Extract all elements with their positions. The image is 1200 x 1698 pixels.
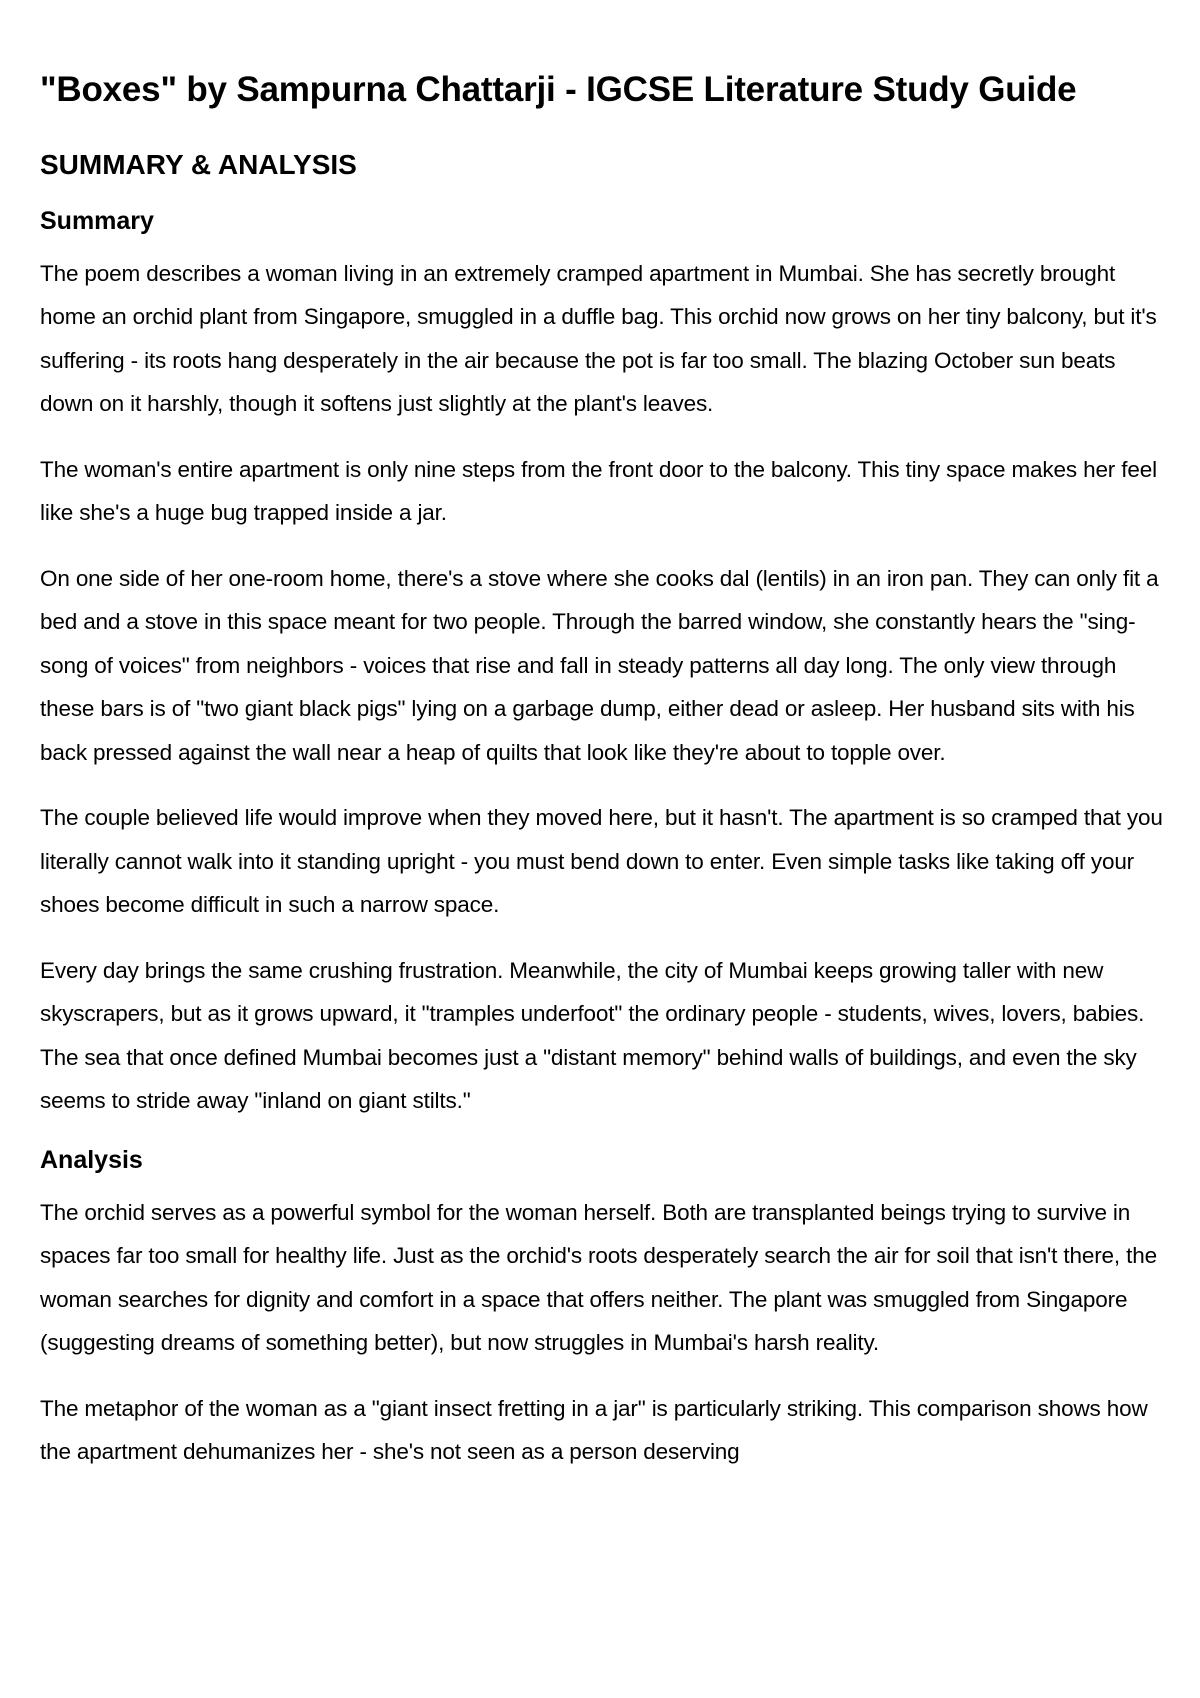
summary-paragraph: The couple believed life would improve when they moved here, but it hasn't. The apartment is so cramped that you literally cannot walk into it standing upright - you must bend down to enter. Even simple tasks like taking off your shoes become difficult in such a narrow space. bbox=[40, 805, 1163, 918]
analysis-section bbox=[40, 1145, 1172, 1474]
analysis-paragraph: The orchid serves as a powerful symbol for the woman herself. Both are transplanted beings trying to survive in spaces far too small for healthy life. Just as the orchid's roots desperately search the air for soil that isn't there, the woman searches for dignity and comfort in a space that offers neither. The plant was smuggled from Singapore (suggesting dreams of something better), but now struggles in Mumbai's harsh reality. bbox=[40, 1199, 1157, 1356]
summary-paragraph: Every day brings the same crushing frustration. Meanwhile, the city of Mumbai keeps growing taller with new skyscrapers, but as it grows upward, it "tramples underfoot" the ordinary people - students, wives, lovers, babies. The sea that once defined Mumbai becomes just a "distant memory" behind walls of buildings, and even the sky seems to stride away "inland on giant stilts." bbox=[40, 957, 1145, 1114]
document-page bbox=[40, 70, 1172, 1496]
analysis-paragraph: The metaphor of the woman as a "giant insect fretting in a jar" is particularly striking. This comparison shows how the apartment dehumanizes her - she's not seen as a person deserving bbox=[40, 1395, 1148, 1465]
summary-paragraph: The woman's entire apartment is only nine steps from the front door to the balcony. This tiny space makes her feel like she's a huge bug trapped inside a jar. bbox=[40, 456, 1157, 526]
summary-paragraph: On one side of her one-room home, there's a stove where she cooks dal (lentils) in an iron pan. They can only fit a bed and a stove in this space meant for two people. Through the barred window, she constantly hears the "sing-song of voices" from neighbors - voices that rise and fall in steady patterns all day long. The only view through these bars is of "two giant black pigs" lying on a garbage dump, either dead or asleep. Her husband sits with his back pressed against the wall near a heap of quilts that look like they're about to topple over. bbox=[40, 565, 1159, 765]
document-title: "Boxes" by Sampurna Chattarji - IGCSE Literature Study Guide bbox=[40, 70, 1077, 109]
section-heading: SUMMARY & ANALYSIS bbox=[40, 149, 357, 181]
analysis-heading: Analysis bbox=[40, 1145, 143, 1174]
summary-section bbox=[40, 206, 1172, 1123]
summary-heading: Summary bbox=[40, 206, 154, 235]
summary-paragraph: The poem describes a woman living in an extremely cramped apartment in Mumbai. She has secretly brought home an orchid plant from Singapore, smuggled in a duffle bag. This orchid now grows on her tiny balcony, but it's suffering - its roots hang desperately in the air because the pot is far too small. The blazing October sun beats down on it harshly, though it softens just slightly at the plant's leaves. bbox=[40, 260, 1157, 417]
